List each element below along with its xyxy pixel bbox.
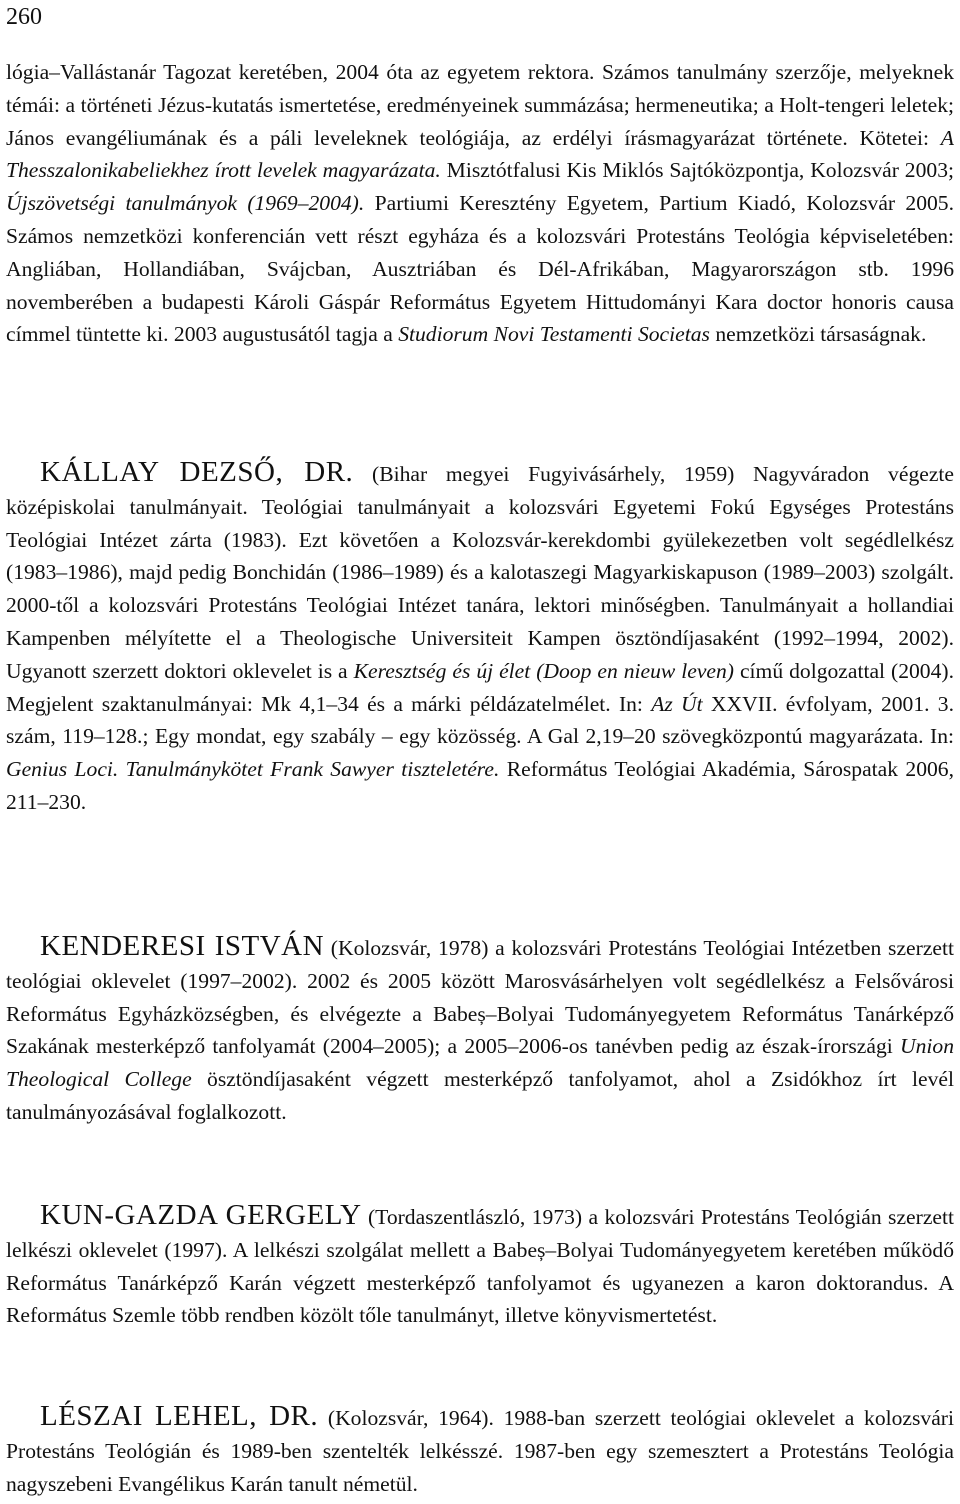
italic-journal-title: Az Út	[651, 691, 703, 716]
text-run: (Kolozsvár, 1964). 1988-ban szerzett teológiai oklevelet a kolozsvári Protestáns Teológián és 1989-ben szentelték lelkésszé. 1987-ben egy szemesztert a Protestáns Teológia nagyszebeni Evangélikus Karán tanult németül.	[6, 1406, 954, 1496]
paragraph-entry-kenderesi	[6, 930, 954, 1129]
text-run: XXVII. évfolyam, 2001. 3. szám, 119–128.; Egy mondat, egy szabály – egy közösség. A Gal 2,19–20 szövegközpontú magyarázata. In:	[6, 691, 954, 749]
text-run: Református Teológiai Akadémia, Sárospatak 2006, 211–230.	[6, 757, 954, 814]
italic-book-title: Újszövetségi tanulmányok (1969–2004).	[6, 191, 365, 216]
entry-name: LÉSZAI LEHEL, DR.	[40, 1400, 319, 1432]
text-run: (Kolozsvár, 1978) a kolozsvári Protestáns Teológiai Intézetben szerzett teológiai oklevelet (1997–2002). 2002 és 2005 között Marosvásárhelyen volt segédlelkész a Felsővárosi Református Egyházközségben, és elvégezte a Babeș–Bolyai Tudományegyetem Református Tanárképző Szakának mesterképző tanfolyamát (2004–2005); a 2005–2006-os tanévben pedig az észak-írországi	[6, 936, 954, 1059]
paragraph-entry-leszai	[6, 1400, 954, 1500]
text-run: lógia–Vallástanár Tagozat keretében, 2004 óta az egyetem rektora. Számos tanulmány szerzője, melyeknek témái: a történeti Jézus-kutatás ismertetése, eredményeinek summázása; hermeneutika; a Holt-tengeri leletek; János evangéliumának és a páli leveleknek teológiája, az erdélyi írásmagyarázat története. Kötetei:	[6, 60, 954, 150]
page-number: 260	[6, 4, 42, 30]
text-run: ösztöndíjasaként végzett mesterképző tanfolyamot, ahol a Zsidókhoz írt levél tanulmányozásával foglalkozott.	[6, 1067, 954, 1124]
text-run: Misztótfalusi Kis Miklós Sajtóközpontja, Kolozsvár 2003;	[440, 158, 954, 183]
entry-name: KÁLLAY DEZSŐ, DR.	[40, 456, 354, 488]
text-run: (Bihar megyei Fugyivásárhely, 1959) Nagyváradon végezte középiskolai tanulmányait. Teológiai tanulmányait a kolozsvári Egyetemi Fokú Egységes Protestáns Teológiai Intézet zárta (1983). Ezt követően a Kolozsvár-kerekdombi gyülekezetben volt segédlelkész (1983–1986), majd pedig Bonchidán (1986–1989) és a kalotaszegi Magyarkiskapuson (1989–2003) szolgált. 2000-től a kolozsvári Protestáns Teológiai Intézet tanára, lektori minőségben. Tanulmányait a hollandiai Kampenben mélyítette el a Theologische Universiteit Kampen ösztöndíjasaként (1992–1994, 2002). Ugyanott szerzett doktori oklevelet is a	[6, 462, 954, 683]
italic-institution-name: Union Theological College	[6, 1034, 954, 1092]
italic-society-name: Studiorum Novi Testamenti Societas	[398, 322, 710, 347]
entry-name: KENDERESI ISTVÁN	[40, 930, 325, 962]
text-run: Partiumi Keresztény Egyetem, Partium Kiadó, Kolozsvár 2005. Számos nemzetközi konferencián vett részt egyháza és a kolozsvári Protestáns Teológia képviseletében: Angliában, Hollandiában, Svájcban, Ausztriában és Dél-Afrikában, Magyarországon stb. 1996 novemberében a budapesti Károli Gáspár Református Egyetem Hittudományi Kara doctor honoris causa címmel tüntette ki. 2003 augustusától tagja a	[6, 191, 954, 347]
italic-book-title: A Thesszalonikabeliekhez írott levelek magyarázata.	[6, 125, 954, 183]
text-run: (Tordaszentlászló, 1973) a kolozsvári Protestáns Teológián szerzett lelkészi oklevelet (1997). A lelkészi szolgálat mellett a Babeș–Bolyai Tudományegyetem keretében működő Református Tanárképző Karán végzett mesterképző tanfolyamot és ugyanezen a karon doktorandus. A Református Szemle több rendben közölt tőle tanulmányt, illetve könyvismertetést.	[6, 1205, 954, 1328]
paragraph-previous-entry-continuation	[6, 56, 954, 351]
text-run: nemzetközi társaságnak.	[709, 322, 927, 347]
paragraph-entry-kun-gazda	[6, 1199, 954, 1332]
italic-book-title: Genius Loci. Tanulmánykötet Frank Sawyer tiszteletére.	[6, 757, 500, 782]
entry-name: KUN-GAZDA GERGELY	[40, 1199, 362, 1231]
text-run: című dolgozattal (2004). Megjelent szaktanulmányai: Mk 4,1–34 és a márki példázatelmélet. In:	[6, 658, 954, 716]
italic-dissertation-title: Keresztség és új élet (Doop en nieuw leven)	[353, 658, 734, 683]
paragraph-entry-kallay	[6, 456, 954, 819]
